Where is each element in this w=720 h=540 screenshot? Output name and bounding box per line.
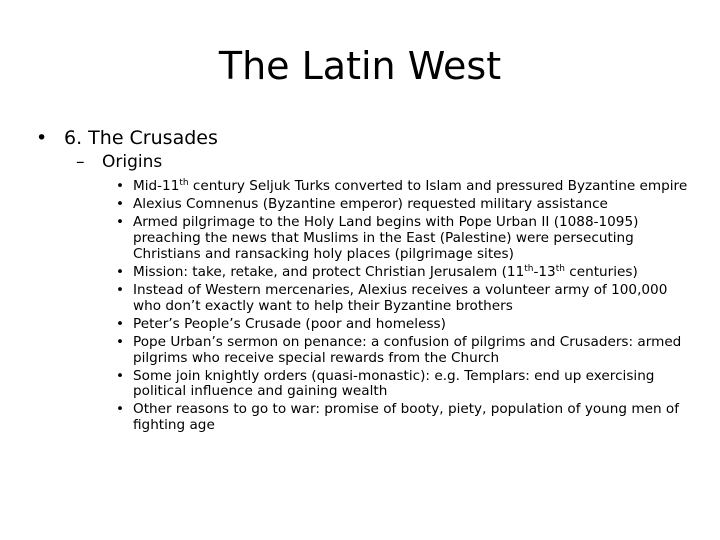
origins-bullet-item: • Mid-11th century Seljuk Turks converted to Islam and pressured Byzantine empire [113,179,693,195]
level2-text: Origins [102,152,163,172]
origins-bullet-item: • Other reasons to go to war: promise of booty, piety, population of young men of fighting age [113,402,693,433]
origins-bullet-item: • Instead of Western mercenaries, Alexius receives a volunteer army of 100,000 who don’t exactly want to help their Byzantine brothers [113,283,693,314]
level2-bullet-item [76,151,162,173]
slide-title: The Latin West [218,44,502,88]
origins-bullet-list [113,179,693,436]
origins-bullet-item: • Armed pilgrimage to the Holy Land begins with Pope Urban II (1088-1095) preaching the news that Muslims in the East (Palestine) were persecuting Christians and ransacking holy places (pilgrimage sites) [113,215,693,262]
level1-text: 6. The Crusades [64,127,218,149]
level1-bullet-item [36,126,218,150]
origins-bullet-item: • Peter’s People’s Crusade (poor and homeless) [113,317,693,333]
dash-bullet-icon: – [76,152,85,172]
origins-bullet-item: • Pope Urban’s sermon on penance: a confusion of pilgrims and Crusaders: armed pilgrims who receive special rewards from the Church [113,335,693,366]
origins-bullet-item: • Some join knightly orders (quasi-monastic): e.g. Templars: end up exercising political influence and gaining wealth [113,369,693,400]
origins-bullet-item: • Mission: take, retake, and protect Christian Jerusalem (11th-13th centuries) [113,265,693,281]
origins-bullet-item: • Alexius Comnenus (Byzantine emperor) requested military assistance [113,197,693,213]
bullet-dot-icon: • [36,127,48,149]
